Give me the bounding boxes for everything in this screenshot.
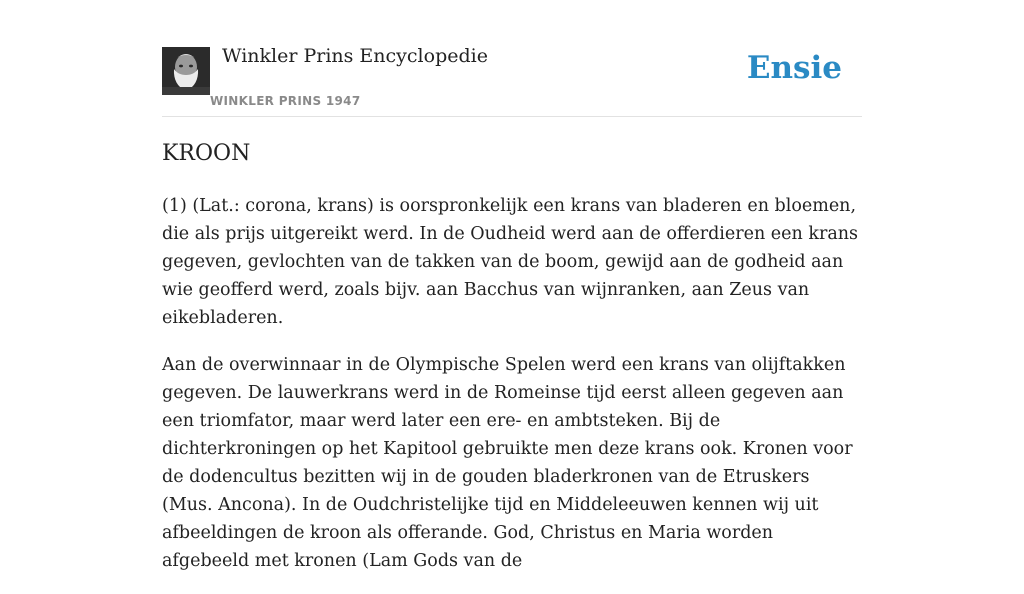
article-paragraph: (1) (Lat.: corona, krans) is oorspronkelijk een krans van bladeren en bloemen, die als prijs uitgereikt werd. In de Oudheid werd aan de offerdieren een krans gegeven, gevlochten van de takken van de boom, gewijd aan de godheid aan wie geofferd werd, zoals bijv. aan Bacchus van wijnranken, aan Zeus van eikebladeren.: [162, 196, 859, 328]
article-paragraph: Aan de overwinnaar in de Olympische Spelen werd een krans van olijftakken gegeven. De lauwerkrans werd in de Romeinse tijd eerst alleen gegeven aan een triomfator, maar werd later een ere- en ambtsteken. Bij de dichterkroningen op het Kapitool gebruikte men deze krans ook. Kronen voor de dodencultus bezitten wij in de gouden bladerkronen van de Etruskers (Mus. Ancona). In de Oudchristelijke tijd en Middeleeuwen kennen wij uit afbeeldingen de kroon als offerande. God, Christus en Maria worden afgebeeld met kronen (Lam Gods van de: [162, 355, 853, 571]
article-title: KROON: [162, 141, 251, 166]
brand-logo[interactable]: Ensie: [746, 50, 842, 86]
author-avatar[interactable]: [162, 47, 210, 95]
source-title[interactable]: Winkler Prins Encyclopedie: [222, 45, 488, 67]
article-body: [162, 192, 862, 594]
bearded-man-portrait-icon: [162, 47, 210, 95]
source-subtitle: WINKLER PRINS 1947: [210, 94, 361, 108]
source-header: [162, 0, 862, 117]
